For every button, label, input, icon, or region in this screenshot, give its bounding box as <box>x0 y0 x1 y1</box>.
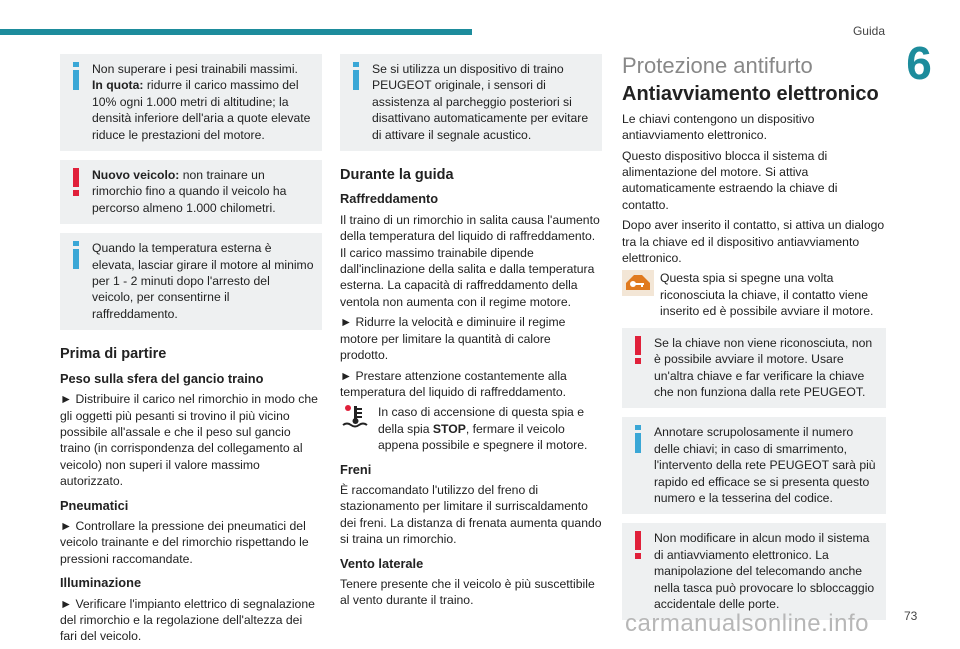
coolant-lamp-text-b: , fermare il veicolo appena possibile e spegnere il motore. <box>378 421 588 453</box>
info-icon <box>68 241 84 269</box>
coolant-temperature-icon <box>340 404 372 430</box>
paragraph-raffreddamento-2: ► Ridurre la velocità e diminuire il regime motore per limitare la quantità di calore prodotto. <box>340 315 566 363</box>
column-1 <box>60 54 322 649</box>
info-icon <box>348 62 364 90</box>
heading-raffreddamento: Raffreddamento <box>340 191 439 207</box>
heading-protezione-antifurto: Protezione antifurto <box>622 53 813 78</box>
paragraph-antiav-3: Dopo aver inserito il contatto, si attiva un dialogo tra la chiave ed il dispositivo antiavviamento elettronico. <box>622 218 885 266</box>
coolant-lamp-text-a: In caso di accensione di questa spia e della spia <box>378 405 584 436</box>
section-title: Guida <box>852 24 885 38</box>
heading-freni: Freni <box>340 461 372 477</box>
no-modify-text: Non modificare in alcun modo il sistema di antiavviamento elettronico. La manipolazione del telecomando anche nella tasca può provocare lo sbloccaggio accidentale delle porte. <box>654 531 875 611</box>
immobiliser-lamp-note <box>622 270 886 319</box>
warning-box-no-modify <box>622 523 886 620</box>
heading-illuminazione: Illuminazione <box>60 575 142 591</box>
warning-icon <box>630 336 646 364</box>
heading-peso-sfera: Peso sulla sfera del gancio traino <box>60 370 264 386</box>
paragraph-antiav-2: Questo dispositivo blocca il sistema di alimentazione del motore. Si attiva automaticamente estraendo la chiave di contatto. <box>622 148 838 212</box>
weights-line1: Non superare i pesi trainabili massimi. <box>92 62 298 76</box>
paragraph-vento: Tenere presente che il veicolo è più suscettibile al vento durante il traino. <box>340 576 595 608</box>
new-vehicle-text: non trainare un rimorchio fino a quando il veicolo ha percorso almeno 1.000 chilometri. <box>92 168 287 215</box>
stop-label: STOP <box>432 421 466 436</box>
header-accent-bar <box>0 29 472 35</box>
paragraph-peso: ► Distribuire il carico nel rimorchio in modo che gli oggetti più pesanti si trovino il più vicino possibile all'assale e che il peso sul gancio traino (in corrispondenza del collegamento al veicolo) non superi il valore massimo autorizzato. <box>60 392 318 489</box>
info-box-cooldown <box>60 233 322 330</box>
warning-box-key-not-recognised <box>622 328 886 409</box>
paragraph-freni: È raccomandato l'utilizzo del freno di stazionamento per limitare il surriscaldamento dei freni. La distanza di frenata aumenta quando si traina un rimorchio. <box>340 482 602 547</box>
altitude-text: ridurre il carico massimo del 10% ogni 1.000 metri di altitudine; la densità inferiore dell'aria a quote elevate riduce le prestazioni del motore. <box>92 78 311 142</box>
heading-pneumatici: Pneumatici <box>60 497 129 513</box>
info-icon <box>630 425 646 453</box>
new-vehicle-label: Nuovo veicolo: <box>92 168 180 183</box>
warning-icon <box>630 531 646 559</box>
paragraph-antiav-1: Le chiavi contengono un dispositivo antiavviamento elettronico. <box>622 111 815 143</box>
parking-sensors-text: Se si utilizza un dispositivo di traino PEUGEOT originale, i sensori di assistenza al parcheggio posteriori si disattivano automaticamente per evitare di attivare il segnale acustico. <box>372 62 589 142</box>
key-number-text: Annotare scrupolosamente il numero delle chiavi; in caso di smarrimento, l'intervento della rete PEUGEOT sarà più rapido ed efficace se si presenta questo numero e la tesserina del codice. <box>654 425 876 505</box>
info-icon <box>68 62 84 90</box>
column-2 <box>340 54 602 613</box>
heading-prima-di-partire: Prima di partire <box>60 346 167 363</box>
cooldown-text: Quando la temperatura esterna è elevata, lasciar girare il motore al minimo per 1 - 2 minuti dopo l'arresto del veicolo, per consentirne il raffreddamento. <box>92 241 314 321</box>
warning-box-new-vehicle <box>60 160 322 224</box>
watermark: carmanualsonline.info <box>625 610 869 637</box>
chapter-number: 6 <box>906 37 932 89</box>
key-not-recognised-text: Se la chiave non viene riconosciuta, non è possibile avviare il motore. Usare un'altra chiave e far verificare la chiave che non funziona dalla rete PEUGEOT. <box>654 335 873 399</box>
paragraph-illuminazione: ► Verificare l'impianto elettrico di segnalazione del rimorchio e la regolazione dell'altezza dei fari del veicolo. <box>60 596 315 644</box>
paragraph-raffreddamento: Il traino di un rimorchio in salita causa l'aumento della temperatura del liquido di raffreddamento. Il carico massimo trainabile dipende dall'inclinazione della salita e dalla temperatura esterna. La capacità di raffreddamento della ventola non aumenta con il regime motore. <box>340 212 600 309</box>
heading-vento-laterale: Vento laterale <box>340 555 424 571</box>
coolant-lamp-note <box>340 404 602 453</box>
warning-icon <box>68 168 84 196</box>
info-box-weights <box>60 54 322 151</box>
altitude-label: In quota: <box>92 78 144 93</box>
heading-antiavviamento: Antiavviamento elettronico <box>622 83 879 106</box>
paragraph-pneumatici: ► Controllare la pressione dei pneumatici del veicolo trainante e del rimorchio rispettando le pressioni raccomandate. <box>60 518 309 566</box>
immobiliser-warning-icon <box>622 270 654 296</box>
heading-durante-la-guida: Durante la guida <box>340 167 454 184</box>
paragraph-raffreddamento-3: ► Prestare attenzione costantemente alla temperatura del liquido di raffreddamento. <box>340 368 567 399</box>
immobiliser-lamp-text: Questa spia si spegne una volta riconosciuta la chiave, il contatto viene inserito ed è possibile avviare il motore. <box>660 271 874 319</box>
info-box-key-number <box>622 417 886 514</box>
info-box-parking-sensors <box>340 54 602 151</box>
column-3 <box>622 54 886 629</box>
page-number: 73 <box>904 609 918 623</box>
